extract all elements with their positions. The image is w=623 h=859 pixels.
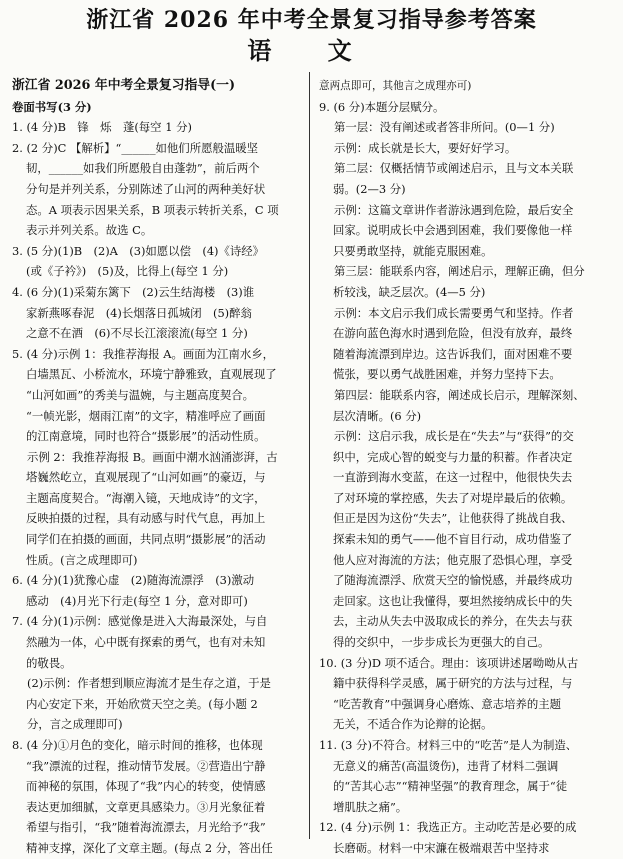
answer-item-start: 4. (6 分)(1)采菊东篱下 (2)云生结海楼 (3)谁	[12, 284, 255, 299]
answer-line: 无关，不适合作为论辩的论据。	[333, 717, 493, 732]
answer-item-start: 8. (4 分)①月色的变化，暗示时间的推移，也体现	[12, 738, 263, 752]
answer-line: 而神秘的氛围，体现了“我”内心的转变，使情感	[26, 779, 266, 794]
answer-line: 了随海流漂浮、欣赏天空的愉悦感，并最终成功	[333, 573, 573, 588]
answer-line: 白墙黑瓦、小桥流水，环境宁静雅致，直观展现了	[26, 367, 277, 382]
answer-line: “我”漂流的过程，推动情节发展。②营造出宁静	[26, 758, 266, 773]
subject-title: 语 文	[247, 36, 376, 65]
right-answer-lines	[319, 97, 615, 859]
answer-line: 感动 (4)月光下行走(每空 1 分，意对即可)	[26, 593, 248, 608]
answer-line: 示例 2：我推荐海报 B。画面中潮水汹涌澎湃，古	[27, 449, 278, 464]
answer-line: 析较浅，缺乏层次。(4—5 分)	[333, 284, 486, 299]
answer-line: 第三层：能联系内容，阐述启示，理解正确，但分	[334, 264, 585, 279]
answer-line: “吃苦教育”中强调身心磨炼、意志培养的主题	[333, 696, 562, 711]
answer-line: 在游向蓝色海水时遇到危险，但没有放弃，最终	[333, 326, 573, 341]
answer-line: 主题高度契合。“海潮入镜，天地成诗”的文字，	[26, 490, 266, 505]
answer-line: 得的交织中，一步步成长为更强大的自己。	[333, 635, 550, 650]
answer-line: 同学们在拍摄的画面，共同点明“摄影展”的活动	[26, 532, 266, 547]
answer-line: 表示并列关系。故选 C。	[26, 223, 153, 238]
answer-line: 但正是因为这份“失去”，让他获得了挑战自我、	[333, 511, 573, 526]
page-title: 浙江省 2026 年中考全景复习指导参考答案	[86, 7, 537, 33]
answer-line: “一帧光影，烟雨江南”的文字，精准呼应了画面	[26, 408, 266, 423]
answer-item-start: 9. (6 分)本题分层赋分。	[319, 99, 445, 114]
answer-line: 反映拍摄的过程，具有动感与时代气息，再加上	[26, 511, 266, 526]
right-column	[319, 76, 615, 859]
subsection-title: 卷面书写(3 分)	[12, 99, 92, 114]
answer-line: 然融为一体，心中既有探索的勇气，也有对未知	[26, 635, 266, 650]
answer-line: 示例：成长就是长大，要好好学习。	[334, 140, 517, 155]
answer-line: 随着海流漂到岸边。这告诉我们，面对困难不要	[333, 346, 573, 361]
continuation-note: 意两点即可，其他言之成理亦可)	[319, 80, 472, 92]
answer-line: 精神支撑，深化了文章主题。(每点 2 分，答出任	[26, 840, 273, 855]
answer-line: 只要勇敢坚持，就能克服困难。	[333, 243, 493, 258]
answer-line: 籍中获得科学灵感，属于研究的方法与过程，与	[333, 676, 573, 691]
answer-item-start: 6. (4 分)(1)犹豫心虚 (2)随海流漂浮 (3)激动	[12, 573, 255, 588]
answer-line: 的敬畏。	[26, 655, 72, 670]
answer-line: 塔巍然屹立，直观展现了“山河如画”的豪迈，与	[26, 470, 266, 485]
answer-line: 织中，完成心智的蜕变与力量的积蓄。作者决定	[333, 449, 573, 464]
answer-line: 分句是并列关系，分别陈述了山河的两种美好状	[26, 181, 266, 196]
answer-line: 回家。说明成长中会遇到困难，我们要像他一样	[333, 223, 573, 238]
answer-item-start: 5. (4 分)示例 1：我推荐海报 A。画面为江南水乡，	[12, 346, 274, 361]
answer-line: 弱。(2—3 分)	[333, 181, 406, 196]
answer-item-start: 12. (4 分)示例 1：我选正方。主动吃苦是必要的成	[319, 820, 577, 835]
answer-line: “山河如画”的秀美与温婉，与主题高度契合。	[26, 387, 255, 402]
left-column	[12, 76, 302, 859]
answer-line: 第四层：能联系内容，阐述成长启示，理解深刻、	[334, 387, 585, 402]
answer-item-start: 2. (2 分)C 【解析】“______如他们所愿般温暖坚	[12, 140, 259, 155]
answer-line: 表达更加细腻，文章更具感染力。③月光象征着	[26, 799, 266, 814]
answer-line: 去，主动从失去中汲取成长的养分，在失去与获	[333, 614, 573, 629]
answer-line: 慌张，要以勇气战胜困难，并努力坚持下去。	[333, 367, 561, 382]
answer-line: 家新燕啄春泥 (4)长烟落日孤城闭 (5)醉翁	[26, 305, 252, 320]
left-answer-lines	[12, 117, 302, 858]
answer-line: 一直游到海水变蓝，在这一过程中，他很快失去	[333, 470, 573, 485]
answer-line: 的江南意境，同时也符合“摄影展”的活动性质。	[26, 429, 266, 444]
answer-line: 长磨砺。材料一中宋濂在极端艰苦中坚持求	[333, 840, 550, 855]
answer-item-start: 10. (3 分)D 项不适合。理由：该项讲述屠呦呦从古	[319, 655, 579, 670]
answer-line: 示例：这篇文章讲作者游泳遇到危险，最后安全	[334, 202, 574, 217]
answer-line: 增肌肤之痛”。	[333, 799, 408, 814]
answer-line: 示例：这启示我，成长是在“失去”与“获得”的交	[334, 429, 574, 444]
answer-line: (2)示例：作者想到顺应海流才是生存之道，于是	[27, 676, 271, 691]
answer-line: 无意义的痛苦(高温烫伤)，违背了材料二强调	[333, 758, 559, 773]
answer-line: 走回家。这也让我懂得，要坦然接纳成长中的失	[333, 593, 573, 608]
answer-line: 态。A 项表示因果关系，B 项表示转折关系，C 项	[26, 202, 279, 217]
answer-item-start: 7. (4 分)(1)示例：感觉像是进入大海最深处，与自	[12, 614, 268, 629]
answer-line: 他人应对海流的方法；他克服了恐惧心理，享受	[333, 552, 573, 567]
answer-line: 第二层：仅概括情节或阐述启示，且与文本关联	[334, 161, 574, 176]
answer-line: (或《子衿》) (5)及，比得上(每空 1 分)	[26, 264, 229, 279]
answer-line: 探索未知的勇气——他不盲目行动，成功借鉴了	[333, 532, 573, 547]
answer-item-start: 1. (4 分)B 锋 烁 蓬(每空 1 分)	[12, 120, 192, 135]
answer-line: 内心安定下来，开始欣赏天空之美。(每小题 2	[26, 696, 258, 711]
answer-line: 示例：本文启示我们成长需要勇气和坚持。作者	[334, 305, 574, 320]
answer-line: 之意不在酒 (6)不尽长江滚滚流(每空 1 分)	[26, 326, 248, 341]
answer-line: 了对环境的掌控感，失去了对堤岸最后的依赖。	[333, 490, 573, 505]
answer-line: 的“苦其心志”“精神坚强”的教育理念，属于“徒	[333, 779, 568, 794]
answer-item-start: 3. (5 分)(1)B (2)A (3)如愿以偿 (4)《诗经》	[12, 243, 265, 258]
answer-line: 韧，______如我们所愿般自由蓬勃”，前后两个	[26, 161, 260, 176]
column-divider	[309, 72, 310, 839]
section-title: 浙江省 2026 年中考全景复习指导(一)	[12, 78, 235, 93]
answer-line: 希望与指引，“我”随着海流漂去，月光给予“我”	[26, 820, 266, 835]
answer-line: 分，言之成理即可)	[27, 717, 123, 732]
answer-line: 性质。(言之成理即可)	[26, 552, 138, 567]
answer-line: 层次清晰。(6 分)	[333, 408, 422, 423]
answer-item-start: 11. (3 分)不符合。材料三中的“吃苦”是人为制造、	[319, 738, 578, 752]
answer-line: 第一层：没有阐述或者答非所问。(0—1 分)	[334, 120, 555, 135]
